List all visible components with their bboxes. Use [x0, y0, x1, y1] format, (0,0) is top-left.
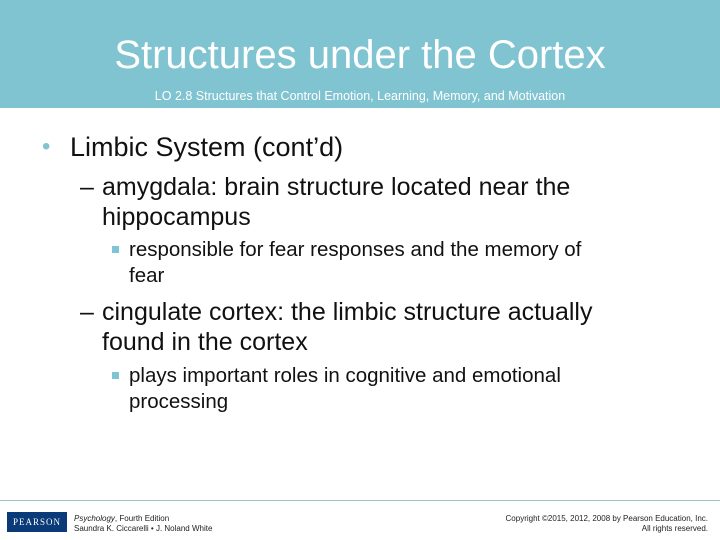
square-bullet-icon: [112, 372, 119, 379]
rights-text: All rights reserved.: [641, 524, 708, 533]
amygdala-sub-line2: fear: [129, 264, 165, 287]
copyright-text: Copyright ©2015, 2012, 2008 by Pearson Education, Inc.: [505, 514, 708, 523]
dash-icon: –: [80, 298, 94, 326]
cingulate-sub-line1: plays important roles in cognitive and emotional: [129, 364, 561, 387]
footer-divider: [0, 500, 720, 501]
amygdala-text-line1: amygdala: brain structure located near the: [102, 173, 571, 201]
learning-objective: LO 2.8 Structures that Control Emotion, Learning, Memory, and Motivation: [154, 89, 566, 103]
pearson-logo: PEARSON: [7, 512, 67, 532]
cingulate-text-line1: cingulate cortex: the limbic structure actually: [102, 298, 593, 326]
slide-title: Structures under the Cortex: [114, 33, 606, 77]
book-authors: Saundra K. Ciccarelli • J. Noland White: [74, 524, 213, 533]
cingulate-text-line2: found in the cortex: [102, 328, 308, 356]
amygdala-text-line2: hippocampus: [102, 203, 251, 231]
dash-icon: –: [80, 173, 94, 201]
slide-footer: [0, 500, 720, 540]
book-title: Psychology, Fourth Edition: [74, 514, 170, 523]
amygdala-sub-line1: responsible for fear responses and the memory of: [129, 238, 582, 261]
main-bullet-text: Limbic System (cont’d): [70, 132, 344, 162]
slide-header: [0, 0, 720, 108]
bullet-dot-icon: •: [42, 133, 51, 160]
cingulate-sub-line2: processing: [129, 390, 229, 413]
copyright-notice: [408, 514, 708, 534]
square-bullet-icon: [112, 246, 119, 253]
